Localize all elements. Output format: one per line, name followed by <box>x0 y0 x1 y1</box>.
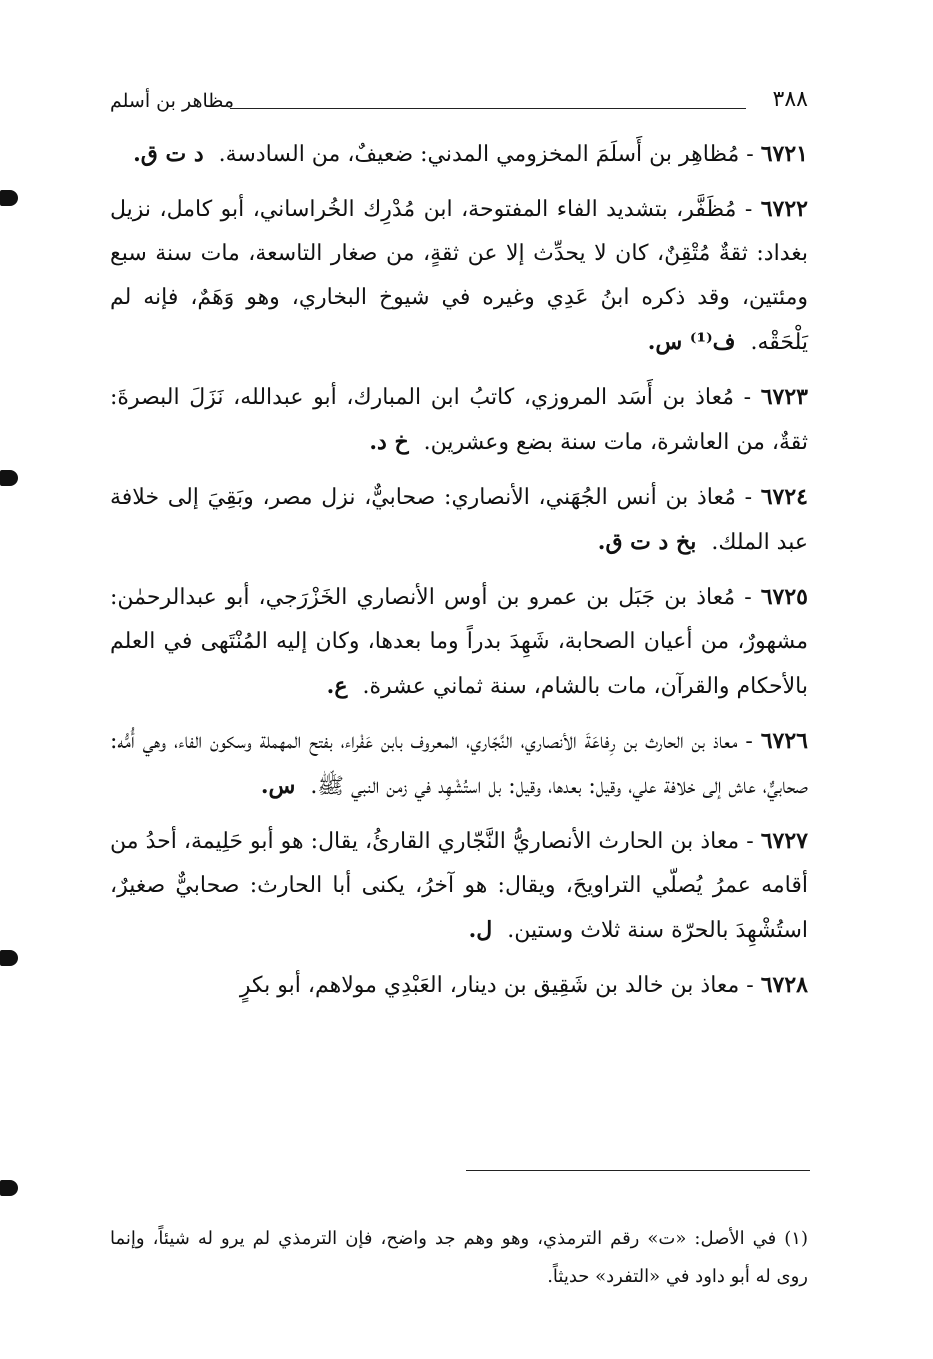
binding-mark <box>0 190 18 206</box>
footnote-rule <box>466 1170 810 1171</box>
entry <box>110 575 808 709</box>
entry <box>110 819 808 953</box>
entry-number: ٦٧٢٢ <box>760 196 808 222</box>
entry-codes: خ د. <box>369 429 409 455</box>
entry-codes: س. <box>260 773 296 799</box>
binding-mark <box>0 950 18 966</box>
entry-number: ٦٧٢٧ <box>760 828 808 854</box>
entry-text: معاذ بن الحارث الأنصاريُّ النَّجّاري القارئُ، يقال: هو أبو حَلِيمة، أحدُ من أقامه عمرُ يُصلّي التراويحَ، ويقال: هو آخرُ، يكنى أبا الحارث: صحابيٌّ صغيرٌ، استُشْهِدَ بالحرّة سنة ثلاث وستين. <box>110 829 808 943</box>
entry-text: مُظَفَّر، بتشديد الفاء المفتوحة، ابن مُدْرِك الخُراساني، أبو كامل، نزيل بغداد: ثقةٌ مُتْقِنٌ، كان لا يحدِّث إلا عن ثقةٍ، من صغار التاسعة، مات سنة سبع ومئتين، وقد ذكره ابنُ عَدِي وغيره في شيوخ البخاري، وهو وَهَمٌ، فإنه لم يَلْحَقْه. <box>110 197 808 355</box>
entry-text: مُعاذ بن جَبَل بن عمرو بن أوس الأنصاري الخَزْرَجي، أبو عبدالرحمٰن: مشهورٌ، من أعيان الصحابة، شَهِدَ بدراً وما بعدها، وكان إليه المُنْتَهى في العلم بالأحكام والقرآن، مات بالشام، سنة ثماني عشرة. <box>110 585 808 699</box>
entry-text: مُظاهِر بن أَسلَمَ المخزومي المدني: ضعيفٌ، من السادسة. <box>218 142 740 167</box>
entry-codes: ل. <box>468 917 493 943</box>
entry-dash: - <box>736 197 753 222</box>
entry-text: مُعاذ بن أَسَد المروزي، كاتبُ ابن المبارك، أبو عبدالله، نَزَلَ البصرةَ: ثقةٌ، من العاشرة، مات سنة بضع وعشرين. <box>110 385 808 455</box>
entry-text: معاذ بن خالد بن شَقِيق بن دينار، العَبْدِي مولاهم، أبو بكرٍ <box>239 973 740 998</box>
binding-mark <box>0 470 18 486</box>
entry-codes: ع. <box>326 673 348 699</box>
entry <box>110 475 808 565</box>
entry-dash: - <box>739 973 754 998</box>
binding-mark <box>0 1180 18 1196</box>
entry-number: ٦٧٢١ <box>760 141 808 167</box>
entry-text: معاذ بن الحارث بن رِفاعَةَ الأنصاري، النَّجّاري، المعروف بابن عَفْراء، بفتح المهملة وسكون الفاء، وهي أُمُّه: صحابيٌّ، عاش إلى خلافة علي، وقيل: بعدها، وقيل: بل استُشْهِد في زمن النبي ﷺ. <box>110 729 808 799</box>
entry-number: ٦٧٢٣ <box>760 384 808 410</box>
entry <box>110 963 808 1008</box>
entry-text: مُعاذ بن أنس الجُهَني، الأنصاري: صحابيٌّ، نزل مصر، وبَقِيَ إلى خلافة عبد الملك. <box>110 485 808 555</box>
entry-codes: بخ د ت ق. <box>597 529 697 555</box>
entry-dash: - <box>733 385 752 410</box>
entry <box>110 375 808 465</box>
entry-number: ٦٧٢٤ <box>760 484 808 510</box>
entry <box>110 187 808 365</box>
entry-number: ٦٧٢٦ <box>760 728 808 754</box>
entry-number: ٦٧٢٨ <box>760 972 808 998</box>
entry-codes: ف⁽¹⁾ س. <box>647 329 736 355</box>
footnotes <box>110 1202 808 1314</box>
entry-dash: - <box>735 485 753 510</box>
entry-number: ٦٧٢٥ <box>760 584 808 610</box>
entry <box>110 132 808 177</box>
entry-dash: - <box>737 729 753 754</box>
entry-dash: - <box>739 829 754 854</box>
header-rule <box>230 108 746 109</box>
entry-dash: - <box>739 142 754 167</box>
footnote: (١) في الأصل: «ت» رقم الترمذي، وهو وهم جد واضح، فإن الترمذي لم يرو له شيئاً، وإنما روى له أبو داود في «التفرد» حديثاً. <box>110 1228 808 1287</box>
entry <box>110 719 808 809</box>
page-header <box>110 86 808 120</box>
page-number: ٣٨٨ <box>772 87 808 112</box>
running-head: مظاهر بن أسلم <box>110 90 235 112</box>
entry-codes: د ت ق. <box>133 141 204 167</box>
entry-dash: - <box>735 585 752 610</box>
entries-list <box>110 132 808 1018</box>
